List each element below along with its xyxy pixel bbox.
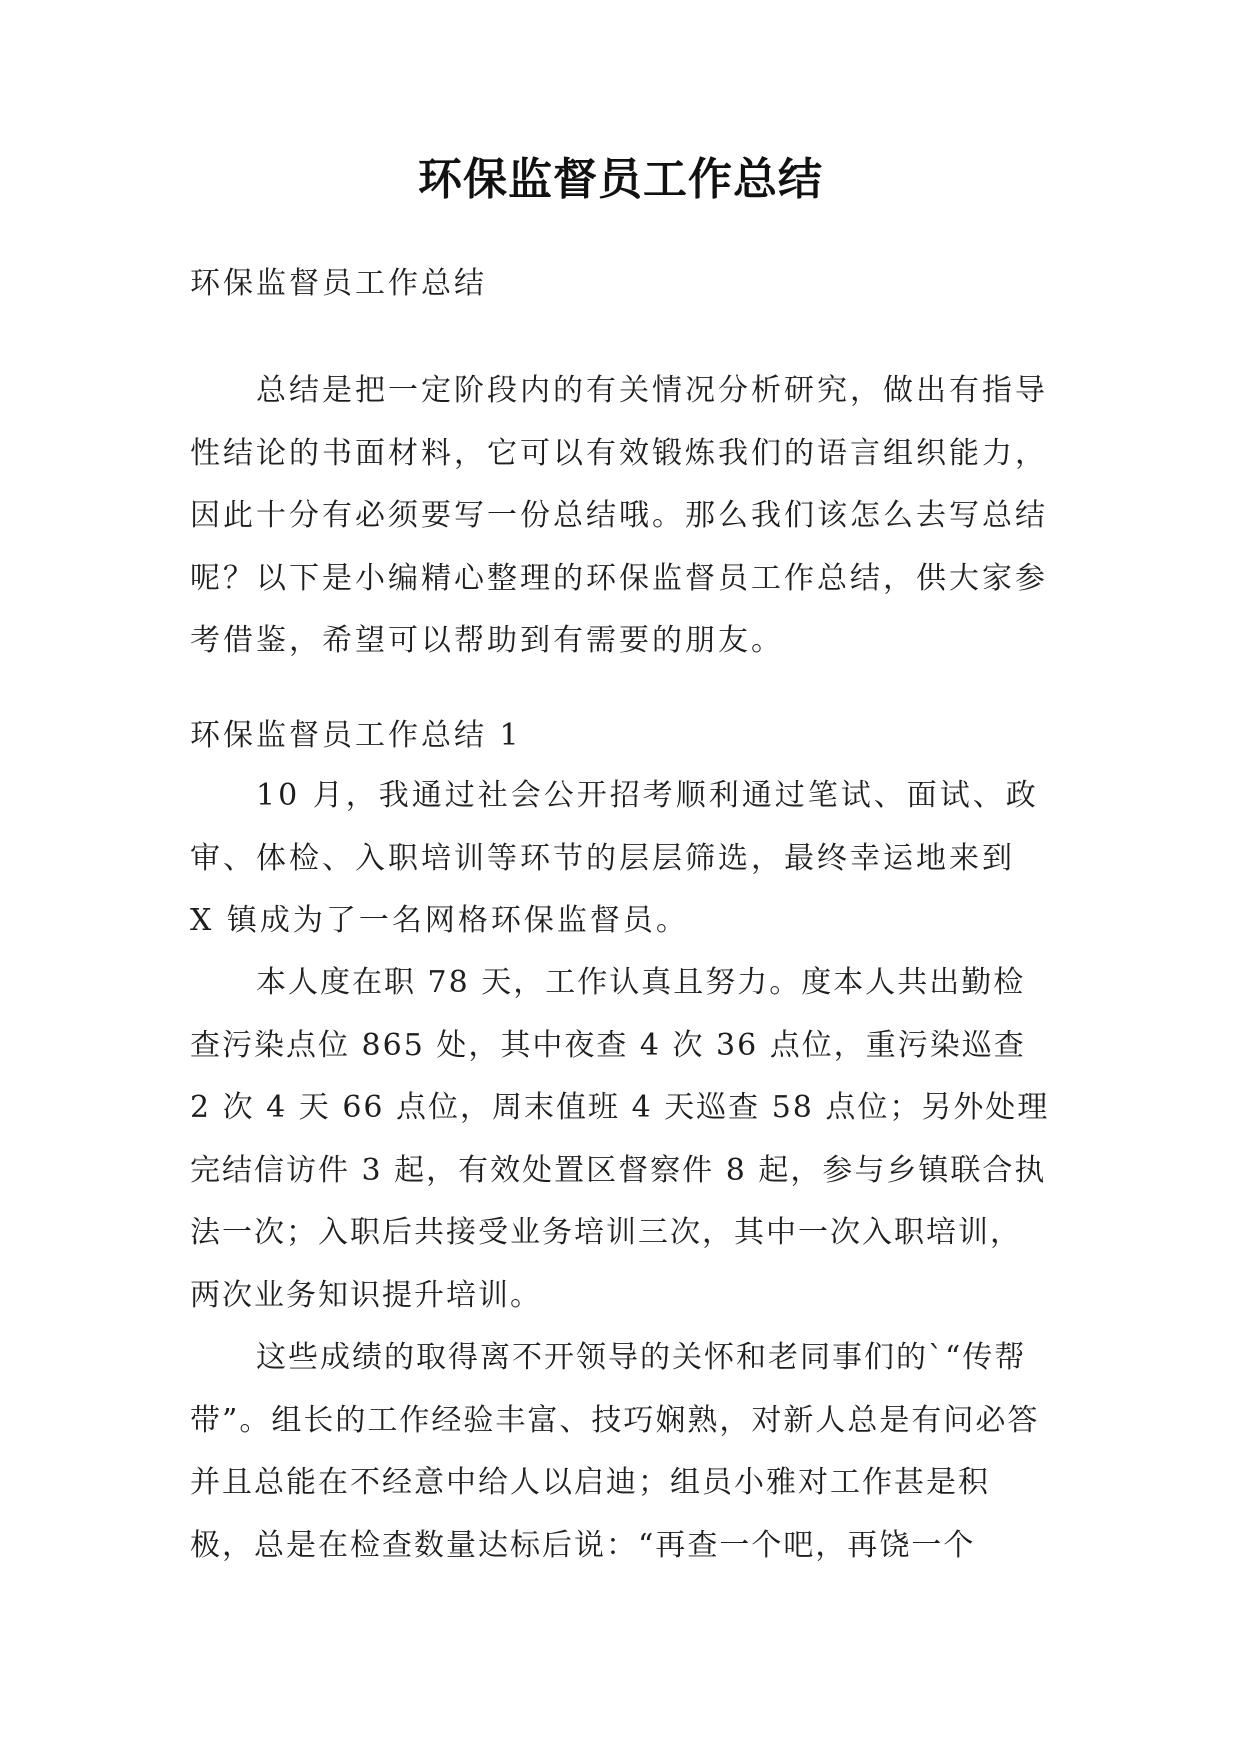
intro-paragraph: 总结是把一定阶段内的有关情况分析研究，做出有指导性结论的书面材料，它可以有效锻炼我们的语言组织能力，因此十分有必须要写一份总结哦。那么我们该怎么去写总结呢？以下是小编精心整理的环保监督员工作总结，供大家参考借鉴，希望可以帮助到有需要的朋友。 bbox=[190, 373, 1048, 658]
body-paragraph-1: 10 月，我通过社会公开招考顺利通过笔试、面试、政审、体检、入职培训等环节的层层筛选，最终幸运地来到 X 镇成为了一名网格环保监督员。 bbox=[190, 778, 1039, 938]
body-paragraph-2: 本人度在职 78 天，工作认真且努力。度本人共出勤检查污染点位 865 处，其中夜查 4 次 36 点位，重污染巡查 2 次 4 天 66 点位，周末值班 4 天巡查 58 点位；另外处理完结信访件 3 起，有效处置区督察件 8 起，参与乡镇联合执法一次；入职后共接受业务培训三次，其中一次入职培训，两次业务知识提升培训。 bbox=[190, 965, 1050, 1313]
body-paragraph-3: 这些成绩的取得离不开领导的关怀和老同事们的`“传帮带”。组长的工作经验丰富、技巧娴熟，对新人总是有问必答并且总能在不经意中给人以启迪；组员小雅对工作甚是积极，总是在检查数量达标后说：“再查一个吧，再饶一个 bbox=[190, 1340, 1040, 1563]
section-heading: 环保监督员工作总结 1 bbox=[190, 718, 522, 753]
document-subtitle: 环保监督员工作总结 bbox=[190, 266, 487, 301]
document-title: 环保监督员工作总结 bbox=[418, 154, 823, 205]
